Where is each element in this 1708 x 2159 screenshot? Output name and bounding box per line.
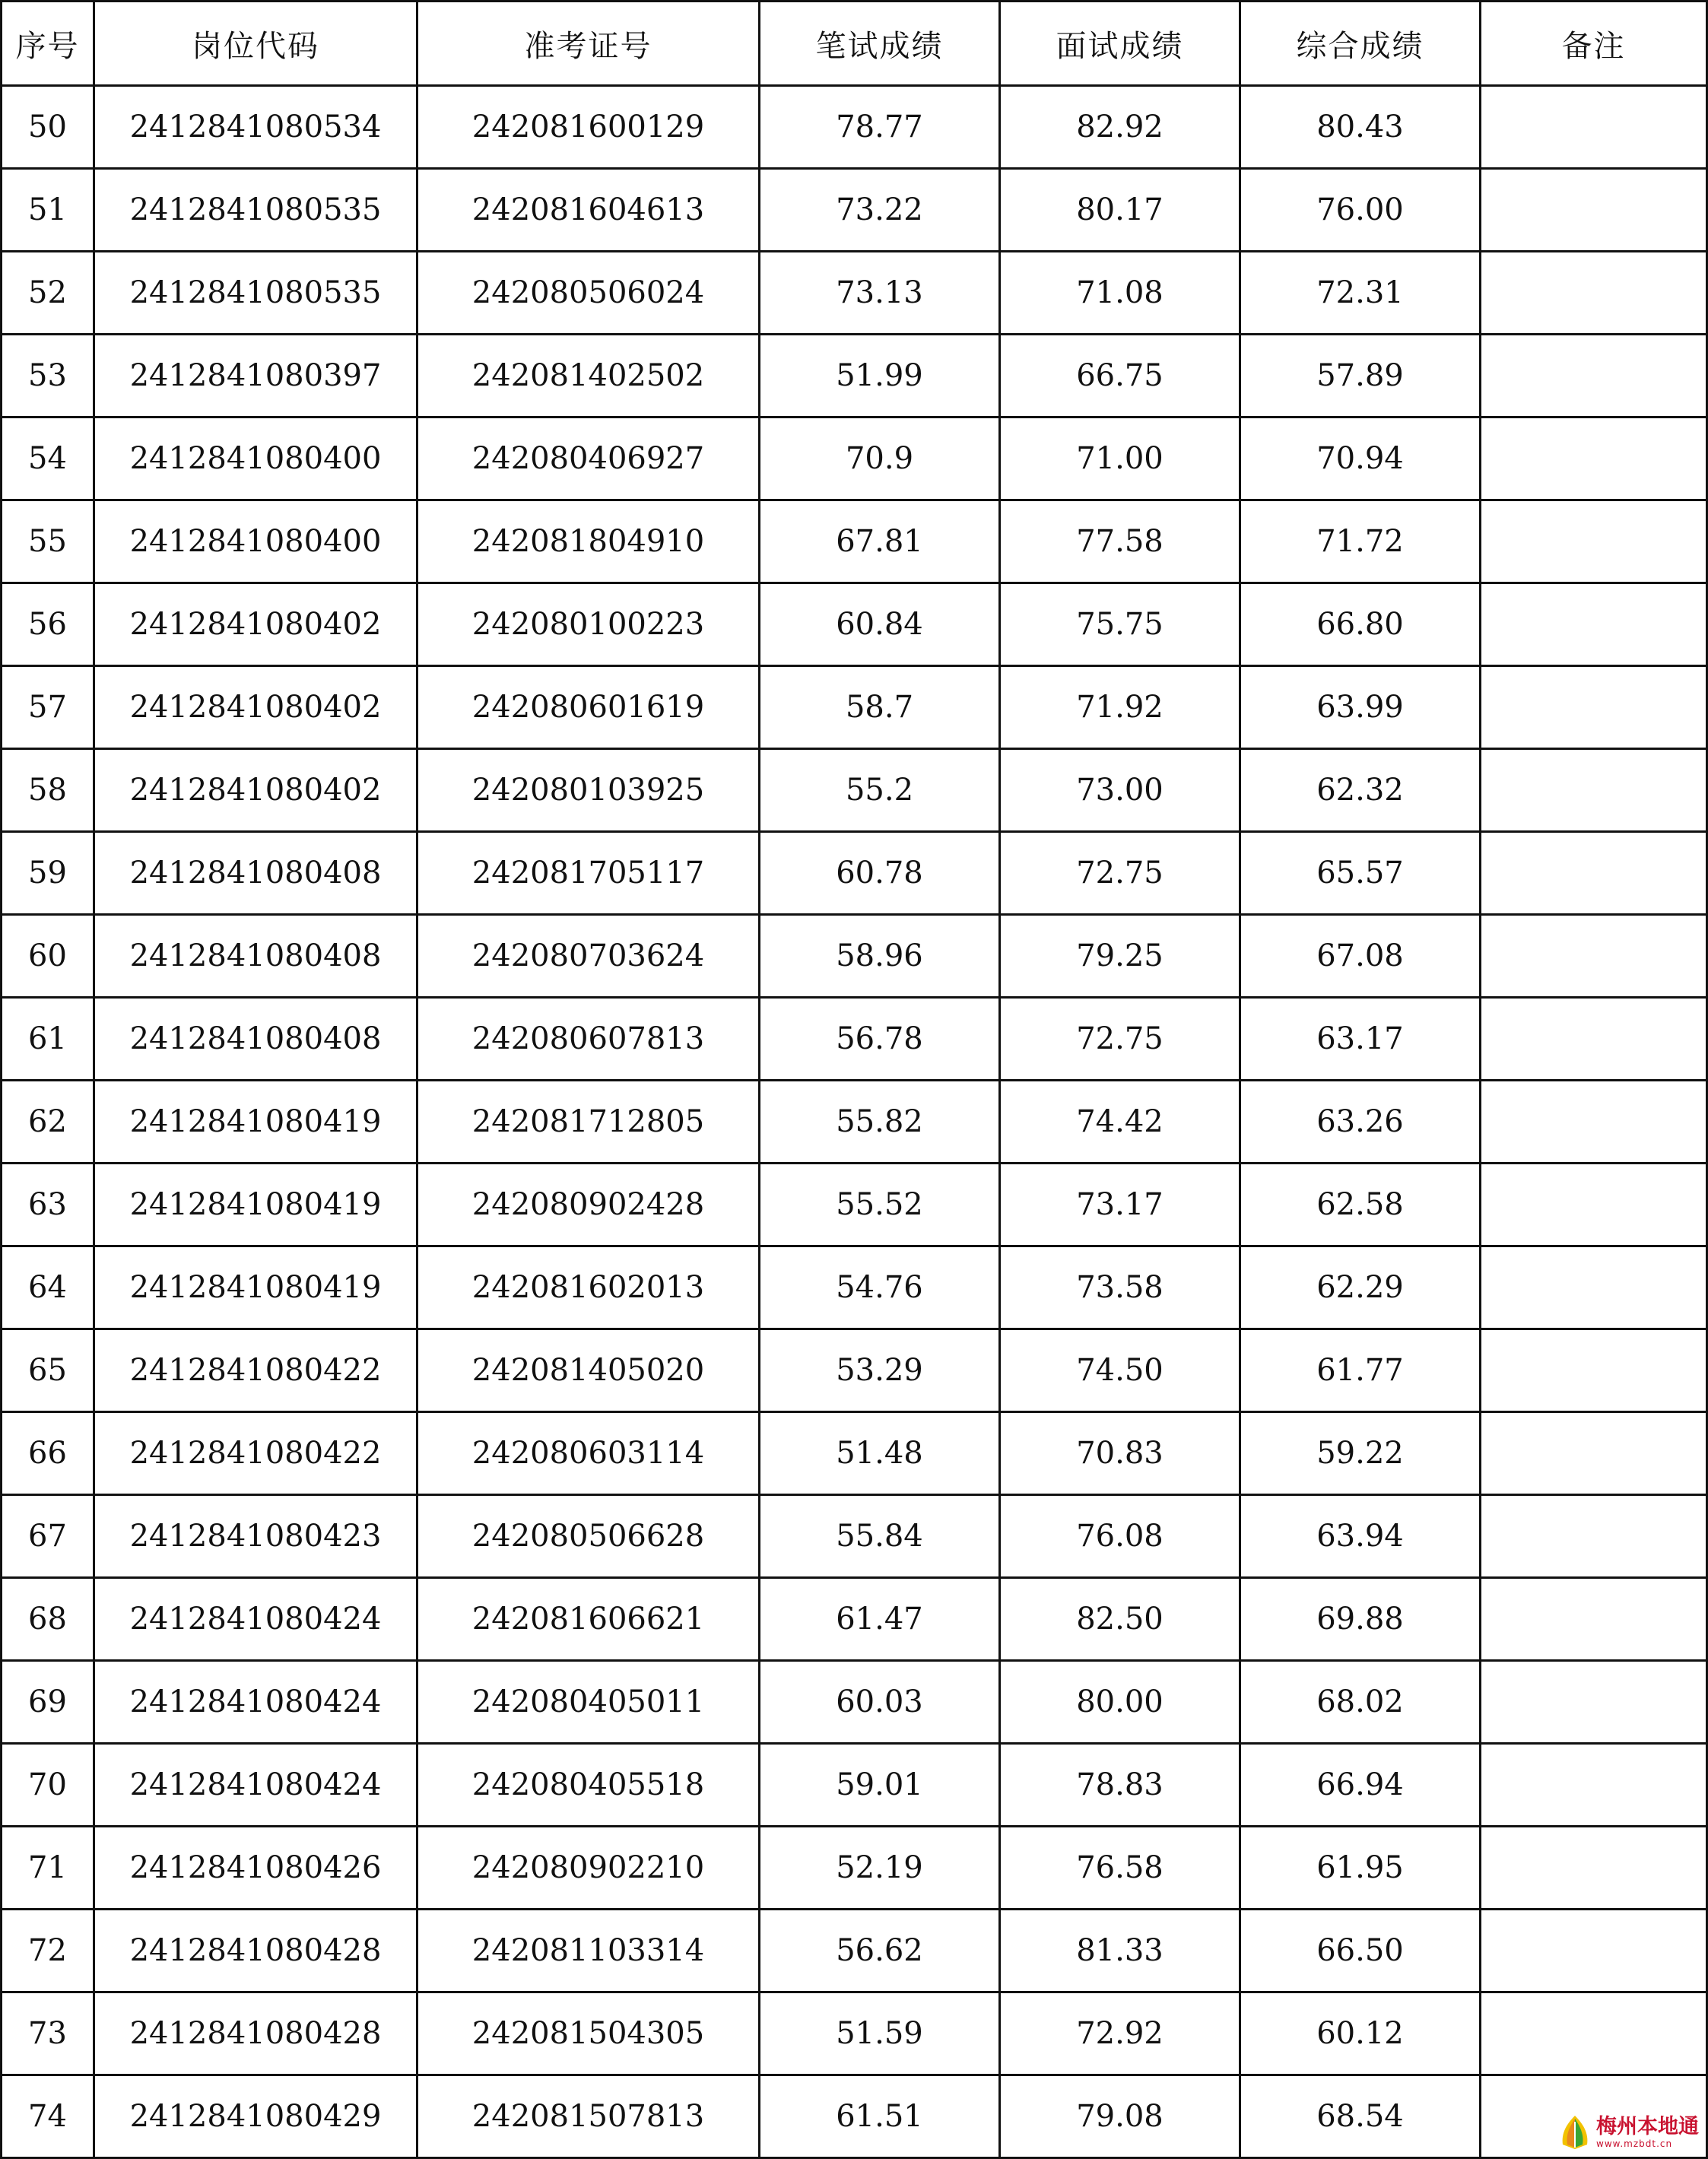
table-row [2, 1910, 1707, 1992]
cell-admission-number: 242081804910 [417, 500, 760, 583]
cell-position-code: 2412841080408 [94, 915, 417, 998]
cell-interview-score: 82.50 [1000, 1578, 1240, 1661]
cell-interview-score: 76.58 [1000, 1827, 1240, 1910]
cell-position-code: 2412841080423 [94, 1495, 417, 1578]
cell-position-code: 2412841080534 [94, 86, 417, 169]
table-row [2, 86, 1707, 169]
table-row [2, 1827, 1707, 1910]
cell-index: 70 [2, 1744, 94, 1827]
cell-interview-score: 72.75 [1000, 998, 1240, 1081]
cell-total-score: 63.94 [1240, 1495, 1481, 1578]
table-row [2, 1495, 1707, 1578]
table-row [2, 1578, 1707, 1661]
cell-index: 54 [2, 418, 94, 500]
cell-admission-number: 242081705117 [417, 832, 760, 915]
header-row [2, 2, 1707, 86]
cell-admission-number: 242080603114 [417, 1412, 760, 1495]
cell-index: 57 [2, 666, 94, 749]
table-row [2, 1329, 1707, 1412]
cell-total-score: 66.80 [1240, 583, 1481, 666]
cell-total-score: 70.94 [1240, 418, 1481, 500]
mountain-leaf-logo-icon [1558, 2114, 1592, 2151]
cell-total-score: 69.88 [1240, 1578, 1481, 1661]
cell-admission-number: 242081402502 [417, 335, 760, 418]
table-row [2, 2075, 1707, 2158]
cell-written-score: 54.76 [760, 1246, 1000, 1329]
cell-written-score: 70.9 [760, 418, 1000, 500]
cell-position-code: 2412841080429 [94, 2075, 417, 2158]
cell-admission-number: 242081405020 [417, 1329, 760, 1412]
cell-interview-score: 71.92 [1000, 666, 1240, 749]
cell-remarks [1481, 1495, 1707, 1578]
cell-position-code: 2412841080422 [94, 1329, 417, 1412]
cell-written-score: 52.19 [760, 1827, 1000, 1910]
table-row [2, 998, 1707, 1081]
cell-position-code: 2412841080419 [94, 1246, 417, 1329]
cell-total-score: 66.94 [1240, 1744, 1481, 1827]
table-row [2, 1661, 1707, 1744]
header-total-score: 综合成绩 [1240, 2, 1481, 86]
cell-interview-score: 78.83 [1000, 1744, 1240, 1827]
cell-written-score: 55.52 [760, 1164, 1000, 1246]
cell-remarks [1481, 1827, 1707, 1910]
cell-remarks [1481, 169, 1707, 252]
cell-total-score: 80.43 [1240, 86, 1481, 169]
cell-remarks [1481, 335, 1707, 418]
cell-index: 61 [2, 998, 94, 1081]
cell-index: 63 [2, 1164, 94, 1246]
cell-written-score: 56.78 [760, 998, 1000, 1081]
table-row [2, 418, 1707, 500]
cell-remarks [1481, 1744, 1707, 1827]
table-row [2, 1992, 1707, 2075]
cell-remarks [1481, 832, 1707, 915]
table-row [2, 335, 1707, 418]
cell-written-score: 55.2 [760, 749, 1000, 832]
cell-position-code: 2412841080424 [94, 1744, 417, 1827]
cell-position-code: 2412841080535 [94, 252, 417, 335]
cell-interview-score: 72.75 [1000, 832, 1240, 915]
cell-admission-number: 242080103925 [417, 749, 760, 832]
table-row [2, 832, 1707, 915]
cell-index: 50 [2, 86, 94, 169]
cell-written-score: 55.82 [760, 1081, 1000, 1164]
cell-position-code: 2412841080428 [94, 1992, 417, 2075]
cell-index: 69 [2, 1661, 94, 1744]
cell-position-code: 2412841080400 [94, 418, 417, 500]
table-row [2, 169, 1707, 252]
cell-index: 52 [2, 252, 94, 335]
cell-remarks [1481, 1081, 1707, 1164]
cell-interview-score: 80.17 [1000, 169, 1240, 252]
cell-index: 56 [2, 583, 94, 666]
table-row [2, 1164, 1707, 1246]
cell-interview-score: 72.92 [1000, 1992, 1240, 2075]
cell-total-score: 71.72 [1240, 500, 1481, 583]
cell-written-score: 58.7 [760, 666, 1000, 749]
cell-total-score: 76.00 [1240, 169, 1481, 252]
cell-remarks [1481, 666, 1707, 749]
cell-index: 72 [2, 1910, 94, 1992]
cell-written-score: 78.77 [760, 86, 1000, 169]
cell-total-score: 59.22 [1240, 1412, 1481, 1495]
cell-admission-number: 242080607813 [417, 998, 760, 1081]
cell-interview-score: 82.92 [1000, 86, 1240, 169]
cell-remarks [1481, 915, 1707, 998]
cell-total-score: 68.54 [1240, 2075, 1481, 2158]
cell-admission-number: 242081604613 [417, 169, 760, 252]
cell-position-code: 2412841080424 [94, 1578, 417, 1661]
cell-index: 60 [2, 915, 94, 998]
cell-position-code: 2412841080408 [94, 832, 417, 915]
cell-index: 65 [2, 1329, 94, 1412]
cell-written-score: 60.78 [760, 832, 1000, 915]
table-row [2, 1412, 1707, 1495]
cell-written-score: 58.96 [760, 915, 1000, 998]
cell-written-score: 60.84 [760, 583, 1000, 666]
cell-index: 68 [2, 1578, 94, 1661]
cell-interview-score: 77.58 [1000, 500, 1240, 583]
cell-position-code: 2412841080402 [94, 749, 417, 832]
cell-remarks [1481, 418, 1707, 500]
cell-written-score: 59.01 [760, 1744, 1000, 1827]
cell-total-score: 60.12 [1240, 1992, 1481, 2075]
cell-admission-number: 242081103314 [417, 1910, 760, 1992]
cell-total-score: 61.95 [1240, 1827, 1481, 1910]
cell-total-score: 66.50 [1240, 1910, 1481, 1992]
cell-index: 74 [2, 2075, 94, 2158]
cell-interview-score: 66.75 [1000, 335, 1240, 418]
table-header [2, 2, 1707, 86]
cell-remarks [1481, 500, 1707, 583]
cell-interview-score: 74.42 [1000, 1081, 1240, 1164]
cell-total-score: 62.58 [1240, 1164, 1481, 1246]
cell-admission-number: 242081602013 [417, 1246, 760, 1329]
cell-position-code: 2412841080408 [94, 998, 417, 1081]
cell-position-code: 2412841080402 [94, 666, 417, 749]
cell-index: 73 [2, 1992, 94, 2075]
cell-interview-score: 73.17 [1000, 1164, 1240, 1246]
table-row [2, 915, 1707, 998]
cell-position-code: 2412841080428 [94, 1910, 417, 1992]
cell-admission-number: 242081712805 [417, 1081, 760, 1164]
cell-interview-score: 74.50 [1000, 1329, 1240, 1412]
table-row [2, 1744, 1707, 1827]
table-body [2, 86, 1707, 2158]
cell-position-code: 2412841080422 [94, 1412, 417, 1495]
cell-admission-number: 242080405011 [417, 1661, 760, 1744]
cell-admission-number: 242080601619 [417, 666, 760, 749]
cell-interview-score: 81.33 [1000, 1910, 1240, 1992]
cell-position-code: 2412841080424 [94, 1661, 417, 1744]
cell-index: 66 [2, 1412, 94, 1495]
cell-remarks [1481, 1246, 1707, 1329]
cell-position-code: 2412841080400 [94, 500, 417, 583]
cell-written-score: 73.13 [760, 252, 1000, 335]
cell-index: 59 [2, 832, 94, 915]
cell-admission-number: 242080405518 [417, 1744, 760, 1827]
cell-written-score: 51.99 [760, 335, 1000, 418]
cell-index: 67 [2, 1495, 94, 1578]
header-admission-number: 准考证号 [417, 2, 760, 86]
cell-written-score: 73.22 [760, 169, 1000, 252]
cell-index: 55 [2, 500, 94, 583]
cell-remarks [1481, 998, 1707, 1081]
cell-admission-number: 242081507813 [417, 2075, 760, 2158]
cell-interview-score: 73.00 [1000, 749, 1240, 832]
cell-total-score: 57.89 [1240, 335, 1481, 418]
cell-interview-score: 79.25 [1000, 915, 1240, 998]
cell-index: 51 [2, 169, 94, 252]
cell-total-score: 67.08 [1240, 915, 1481, 998]
cell-interview-score: 73.58 [1000, 1246, 1240, 1329]
cell-total-score: 65.57 [1240, 832, 1481, 915]
cell-remarks [1481, 1329, 1707, 1412]
cell-index: 71 [2, 1827, 94, 1910]
cell-index: 62 [2, 1081, 94, 1164]
cell-total-score: 62.32 [1240, 749, 1481, 832]
cell-remarks [1481, 1578, 1707, 1661]
cell-position-code: 2412841080426 [94, 1827, 417, 1910]
table-row [2, 749, 1707, 832]
cell-admission-number: 242081606621 [417, 1578, 760, 1661]
cell-index: 58 [2, 749, 94, 832]
cell-position-code: 2412841080535 [94, 169, 417, 252]
cell-admission-number: 242081600129 [417, 86, 760, 169]
cell-remarks [1481, 1910, 1707, 1992]
header-remarks: 备注 [1481, 2, 1707, 86]
cell-admission-number: 242080506628 [417, 1495, 760, 1578]
cell-interview-score: 80.00 [1000, 1661, 1240, 1744]
header-written-score: 笔试成绩 [760, 2, 1000, 86]
cell-total-score: 62.29 [1240, 1246, 1481, 1329]
header-position-code: 岗位代码 [94, 2, 417, 86]
cell-position-code: 2412841080397 [94, 335, 417, 418]
cell-remarks [1481, 86, 1707, 169]
header-interview-score: 面试成绩 [1000, 2, 1240, 86]
cell-admission-number: 242080902210 [417, 1827, 760, 1910]
cell-total-score: 63.17 [1240, 998, 1481, 1081]
cell-interview-score: 71.08 [1000, 252, 1240, 335]
cell-interview-score: 79.08 [1000, 2075, 1240, 2158]
cell-remarks [1481, 252, 1707, 335]
table-row [2, 666, 1707, 749]
cell-admission-number: 242080902428 [417, 1164, 760, 1246]
cell-admission-number: 242080506024 [417, 252, 760, 335]
watermark [1554, 2111, 1703, 2154]
cell-admission-number: 242081504305 [417, 1992, 760, 2075]
cell-interview-score: 71.00 [1000, 418, 1240, 500]
cell-position-code: 2412841080419 [94, 1164, 417, 1246]
cell-index: 53 [2, 335, 94, 418]
table-row [2, 252, 1707, 335]
watermark-title: 梅州本地通 [1596, 2115, 1699, 2138]
cell-written-score: 51.48 [760, 1412, 1000, 1495]
cell-written-score: 60.03 [760, 1661, 1000, 1744]
cell-remarks [1481, 749, 1707, 832]
watermark-url: www.mzbdt.cn [1596, 2138, 1673, 2149]
cell-written-score: 67.81 [760, 500, 1000, 583]
cell-total-score: 63.26 [1240, 1081, 1481, 1164]
cell-remarks [1481, 1412, 1707, 1495]
cell-written-score: 61.51 [760, 2075, 1000, 2158]
cell-remarks [1481, 583, 1707, 666]
cell-remarks [1481, 1661, 1707, 1744]
cell-remarks [1481, 1164, 1707, 1246]
header-index: 序号 [2, 2, 94, 86]
cell-admission-number: 242080406927 [417, 418, 760, 500]
cell-admission-number: 242080100223 [417, 583, 760, 666]
cell-interview-score: 70.83 [1000, 1412, 1240, 1495]
cell-index: 64 [2, 1246, 94, 1329]
cell-written-score: 53.29 [760, 1329, 1000, 1412]
cell-position-code: 2412841080402 [94, 583, 417, 666]
cell-written-score: 51.59 [760, 1992, 1000, 2075]
cell-written-score: 61.47 [760, 1578, 1000, 1661]
cell-total-score: 63.99 [1240, 666, 1481, 749]
cell-total-score: 72.31 [1240, 252, 1481, 335]
table-row [2, 1081, 1707, 1164]
cell-total-score: 68.02 [1240, 1661, 1481, 1744]
cell-interview-score: 76.08 [1000, 1495, 1240, 1578]
cell-written-score: 56.62 [760, 1910, 1000, 1992]
table-row [2, 500, 1707, 583]
cell-written-score: 55.84 [760, 1495, 1000, 1578]
watermark-text [1596, 2116, 1699, 2148]
cell-admission-number: 242080703624 [417, 915, 760, 998]
cell-total-score: 61.77 [1240, 1329, 1481, 1412]
cell-remarks [1481, 1992, 1707, 2075]
cell-position-code: 2412841080419 [94, 1081, 417, 1164]
table-row [2, 1246, 1707, 1329]
table-row [2, 583, 1707, 666]
cell-interview-score: 75.75 [1000, 583, 1240, 666]
